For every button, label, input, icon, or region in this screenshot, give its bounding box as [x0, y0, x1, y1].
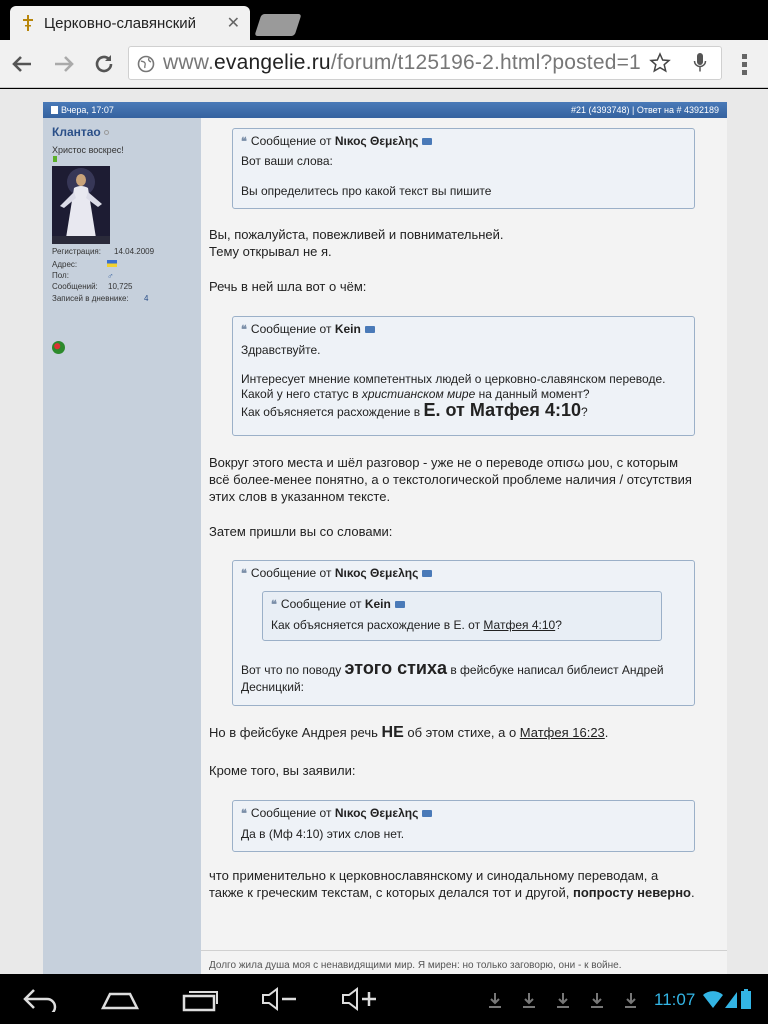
volume-up-icon[interactable]	[340, 986, 380, 1012]
quote-block	[232, 800, 695, 852]
post-text: Речь в ней шла вот о чём:	[209, 279, 367, 294]
post-text: также к греческим текстам, с которых делался тот и другой, попросту неверно.	[209, 885, 695, 900]
reload-icon	[93, 53, 115, 75]
back-arrow-icon	[11, 53, 33, 75]
signal-icon	[724, 991, 738, 1009]
globe-icon	[137, 55, 155, 73]
nested-quote-block	[262, 591, 662, 641]
quote-text: Здравствуйте.	[241, 343, 321, 357]
quote-text: Вы определитесь про какой текст вы пишите	[241, 184, 492, 198]
recent-apps-icon[interactable]	[182, 986, 220, 1012]
quote-block	[232, 316, 695, 436]
quote-text: Десницкий:	[241, 680, 304, 694]
medal-icon	[52, 341, 65, 354]
close-tab-icon[interactable]: ✕	[226, 15, 240, 32]
back-nav-icon[interactable]	[22, 986, 60, 1012]
quote-block	[232, 560, 695, 706]
view-post-icon[interactable]	[395, 601, 405, 608]
quote-text: Какой у него статус в христианском мире на данный момент?	[241, 387, 590, 401]
post-text: Но в фейсбуке Андрея речь НЕ об этом стихе, а о Матфея 16:23.	[209, 724, 609, 741]
cross-favicon-icon	[20, 15, 36, 31]
forward-arrow-icon	[53, 53, 75, 75]
view-post-icon[interactable]	[422, 138, 432, 145]
browser-tab[interactable]	[10, 6, 250, 40]
microphone-icon[interactable]	[693, 52, 707, 74]
signature-divider	[201, 950, 727, 951]
quote-icon: ❝	[241, 568, 247, 580]
post-date: Вчера, 17:07	[51, 105, 114, 115]
view-post-icon[interactable]	[422, 810, 432, 817]
diary-link[interactable]: 4	[144, 294, 149, 303]
avatar[interactable]	[52, 166, 110, 244]
forum-page	[0, 89, 768, 974]
quote-text: Как объясняется расхождение в Е. от Матфея 4:10?	[271, 618, 562, 632]
username[interactable]: Клантао	[52, 125, 109, 139]
user-signature: Долго жила душа моя с ненавидящими мир. Я мирен: но только заговорю, они - к войне.	[209, 960, 622, 971]
new-tab-button[interactable]	[254, 14, 301, 36]
quote-header: ❝ Сообщение от Νικος Θεμελης	[241, 806, 432, 820]
quote-text: Как объясняется расхождение в Е. от Матфея 4:10?	[241, 400, 588, 420]
post-text: Кроме того, вы заявили:	[209, 763, 356, 778]
bible-link[interactable]: Матфея 16:23	[519, 725, 605, 740]
post-icon	[51, 106, 58, 114]
reputation-bar	[53, 156, 57, 162]
view-post-icon[interactable]	[365, 326, 375, 333]
system-nav-bar	[0, 974, 768, 1024]
male-icon: ♂	[107, 271, 114, 281]
browser-toolbar	[0, 40, 768, 88]
menu-dots-icon[interactable]	[738, 52, 752, 78]
post-text: всё более-менее понятно, а о текстологической проблеме наличия / отсутствия	[209, 472, 692, 487]
status-clock: 11:07	[654, 990, 696, 1009]
quote-header: ❝ Сообщение от Νικος Θεμελης	[241, 566, 432, 580]
quote-header: ❝ Сообщение от Kein	[241, 322, 375, 336]
user-title: Христос воскрес!	[52, 145, 124, 155]
post-text: этих слов в указанном тексте.	[209, 489, 391, 504]
reload-button[interactable]	[90, 50, 118, 78]
post-header	[43, 102, 727, 118]
url-text: www.evangelie.ru/forum/t125196-2.html?posted=1	[163, 51, 641, 74]
quote-header: ❝ Сообщение от Νικος Θεμελης	[241, 134, 432, 148]
post-permalink[interactable]: #21 (4393748) | Ответ на # 4392189	[570, 105, 719, 115]
quote-icon: ❝	[241, 808, 247, 820]
post-content	[201, 118, 727, 974]
registration-info: Регистрация: 14.04.2009	[52, 247, 155, 256]
bookmark-star-icon[interactable]	[649, 52, 671, 74]
tab-title: Церковно-славянский	[44, 14, 197, 32]
user-info-panel	[43, 118, 201, 974]
browser-tab-bar	[0, 0, 768, 40]
quote-icon: ❝	[271, 599, 277, 611]
post-text: Тему открывал не я.	[209, 244, 332, 259]
offline-status-icon	[104, 130, 109, 135]
quote-icon: ❝	[241, 324, 247, 336]
gender-info: Пол: ♂	[52, 271, 114, 281]
forward-button[interactable]	[50, 50, 78, 78]
quote-text: Интересует мнение компетентных людей о церковно-славянском переводе.	[241, 372, 666, 386]
post-text: Вокруг этого места и шёл разговор - уже не о переводе οπισω μου, с которым	[209, 455, 679, 470]
quote-text: Вот что по поводу этого стиха в фейсбуке написал библеист Андрей	[241, 658, 664, 678]
quote-text: Вот ваши слова:	[241, 154, 333, 168]
post-text: Вы, пожалуйста, повежливей и повнимательней.	[209, 227, 504, 242]
quote-header: ❝ Сообщение от Kein	[271, 597, 405, 611]
post-text: Затем пришли вы со словами:	[209, 524, 393, 539]
address-info: Адрес:	[52, 260, 77, 269]
quote-icon: ❝	[241, 136, 247, 148]
home-nav-icon[interactable]	[100, 986, 140, 1012]
view-post-icon[interactable]	[422, 570, 432, 577]
wifi-icon	[702, 991, 724, 1009]
download-notification-icon	[486, 992, 636, 1008]
bible-link[interactable]: Матфея 4:10	[483, 618, 556, 632]
back-button[interactable]	[8, 50, 36, 78]
ukraine-flag-icon	[107, 260, 117, 267]
posts-info: Сообщений: 10,725	[52, 282, 133, 291]
diary-info: Записей в дневнике: 4	[52, 294, 149, 303]
battery-icon	[741, 989, 751, 1009]
quote-text: Да в (Мф 4:10) этих слов нет.	[241, 827, 405, 841]
volume-down-icon[interactable]	[260, 986, 300, 1012]
quote-block	[232, 128, 695, 209]
address-bar[interactable]	[128, 46, 722, 80]
post-text: что применительно к церковнославянскому и синодальному переводам, а	[209, 868, 659, 883]
